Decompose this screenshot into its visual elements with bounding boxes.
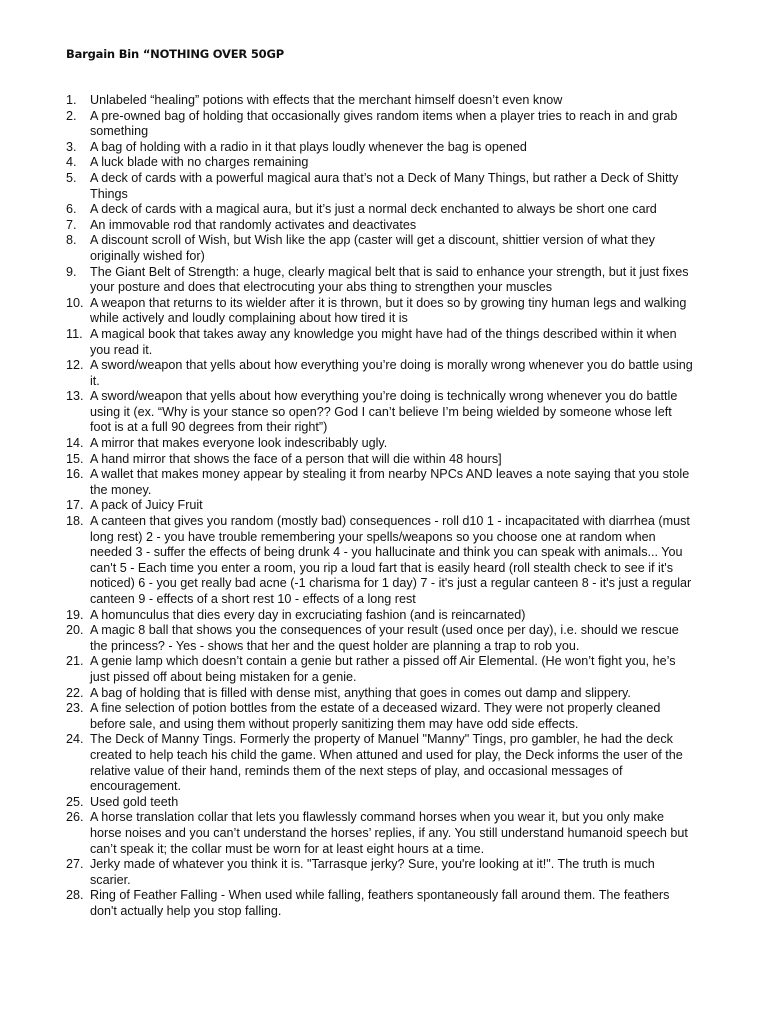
item-number: 20. xyxy=(66,623,84,638)
item-text: A bag of holding that is filled with dense mist, anything that goes in comes out damp and slippery. xyxy=(90,685,631,700)
item-number: 2. xyxy=(66,108,77,123)
list-item xyxy=(66,233,696,264)
list-item xyxy=(66,93,696,109)
item-number: 9. xyxy=(66,264,77,279)
item-number: 25. xyxy=(66,794,84,809)
item-number: 5. xyxy=(66,170,77,185)
document-title: Bargain Bin “NOTHING OVER 50GP xyxy=(66,47,284,61)
item-number: 11. xyxy=(66,326,83,341)
list-item xyxy=(66,795,696,811)
item-number: 24. xyxy=(66,732,84,747)
item-number: 6. xyxy=(66,202,77,217)
list-item xyxy=(66,202,696,218)
item-text: A pack of Juicy Fruit xyxy=(90,498,203,513)
item-number: 4. xyxy=(66,155,77,170)
list-item xyxy=(66,810,696,857)
list-item xyxy=(66,389,696,436)
list-item xyxy=(66,686,696,702)
item-text: A fine selection of potion bottles from the estate of a deceased wizard. They were not properly cleaned before sale, and using them without properly sanitizing them may have odd side effects. xyxy=(90,701,661,731)
item-text: A bag of holding with a radio in it that plays loudly whenever the bag is opened xyxy=(90,139,527,154)
list-item xyxy=(66,732,696,794)
list-item xyxy=(66,888,696,919)
item-number: 8. xyxy=(66,233,77,248)
item-text: A deck of cards with a powerful magical aura that’s not a Deck of Many Things, but rather a Deck of Shitty Things xyxy=(90,170,679,201)
item-text: A magical book that takes away any knowledge you might have had of the things described within it when you read it. xyxy=(90,326,677,357)
item-number: 10. xyxy=(66,295,84,310)
list-item xyxy=(66,498,696,514)
item-text: A deck of cards with a magical aura, but it’s just a normal deck enchanted to always be short one card xyxy=(90,202,657,217)
list-item xyxy=(66,608,696,624)
list-item xyxy=(66,452,696,468)
list-item xyxy=(66,467,696,498)
item-number: 22. xyxy=(66,685,84,700)
item-number: 3. xyxy=(66,139,77,154)
list-item xyxy=(66,296,696,327)
list-item xyxy=(66,109,696,140)
item-number: 13. xyxy=(66,389,84,404)
item-number: 23. xyxy=(66,701,84,716)
item-number: 18. xyxy=(66,514,84,529)
item-number: 17. xyxy=(66,498,84,513)
item-number: 28. xyxy=(66,888,84,903)
item-text: Jerky made of whatever you think it is. "Tarrasque jerky? Sure, you're looking at it!". The truth is much scarier. xyxy=(90,857,655,887)
list-item xyxy=(66,171,696,202)
list-item xyxy=(66,358,696,389)
item-text: A homunculus that dies every day in excruciating fashion (and is reincarnated) xyxy=(90,607,526,622)
list-item xyxy=(66,140,696,156)
item-text: A sword/weapon that yells about how everything you’re doing is morally wrong whenever you do battle using it. xyxy=(90,358,693,388)
list-item xyxy=(66,218,696,234)
item-text: A horse translation collar that lets you flawlessly command horses when you wear it, but you only make horse noises and you can’t understand the horses’ replies, if any. You still understand humanoid speech but can’t speak it; the collar must be worn for at least eight hours at a time. xyxy=(90,810,688,856)
list-item xyxy=(66,436,696,452)
item-text: Unlabeled “healing” potions with effects that the merchant himself doesn’t even know xyxy=(90,93,563,107)
item-number: 12. xyxy=(66,358,84,373)
item-text: A magic 8 ball that shows you the consequences of your result (used once per day), i.e. should we rescue the princess? - Yes - shows that her and the quest holder are planning a trap to rob you. xyxy=(90,623,679,653)
item-number: 14. xyxy=(66,436,84,451)
list-item xyxy=(66,623,696,654)
item-number: 7. xyxy=(66,217,77,232)
item-text: A discount scroll of Wish, but Wish like the app (caster will get a discount, shittier version of what they originally wished for) xyxy=(90,233,655,263)
item-number: 21. xyxy=(66,654,84,669)
item-text: The Giant Belt of Strength: a huge, clearly magical belt that is said to enhance your strength, but it just fixes your posture and does that electrocuting your abs thing to strengthen your muscles xyxy=(90,264,689,295)
list-item xyxy=(66,701,696,732)
item-text: A mirror that makes everyone look indescribably ugly. xyxy=(90,436,388,451)
item-text: An immovable rod that randomly activates and deactivates xyxy=(90,217,417,232)
item-text: Used gold teeth xyxy=(90,794,179,809)
item-text: A canteen that gives you random (mostly bad) consequences - roll d10 1 - incapacitated with diarrhea (must long rest) 2 - you have trouble remembering your spells/weapons so you choose one at random when needed 3 - suffer the effects of being drunk 4 - you hallucinate and think you can speak with animals... You can't 5 - Each time you enter a room, you rip a loud fart that is easily heard (roll stealth check to see if it's noticed) 6 - you get really bad acne (-1 charisma for 1 day) 7 - it's just a regular canteen 8 - it's just a regular canteen 9 - effects of a short rest 10 - effects of a long rest xyxy=(90,514,692,606)
item-number: 26. xyxy=(66,810,84,825)
list-item xyxy=(66,654,696,685)
list-item xyxy=(66,155,696,171)
list-item xyxy=(66,514,696,608)
item-number: 15. xyxy=(66,451,84,466)
item-text: A weapon that returns to its wielder after it is thrown, but it does so by growing tiny human legs and walking while actively and loudly complaining about how tired it is xyxy=(90,295,687,326)
item-text: A pre-owned bag of holding that occasionally gives random items when a player tries to reach in and grab something xyxy=(90,108,678,139)
item-text: A genie lamp which doesn’t contain a genie but rather a pissed off Air Elemental. (He won’t fight you, he’s just pissed off about being mistaken for a genie. xyxy=(90,654,676,684)
item-number: 16. xyxy=(66,467,84,482)
item-number: 1. xyxy=(66,93,77,107)
list-item xyxy=(66,265,696,296)
item-list xyxy=(66,93,696,919)
item-text: A hand mirror that shows the face of a person that will die within 48 hours] xyxy=(90,451,502,466)
item-text: A luck blade with no charges remaining xyxy=(90,155,309,170)
item-number: 27. xyxy=(66,857,84,872)
item-text: Ring of Feather Falling - When used while falling, feathers spontaneously fall around them. The feathers don't actually help you stop falling. xyxy=(90,888,670,918)
list-item xyxy=(66,857,696,888)
item-text: A wallet that makes money appear by stealing it from nearby NPCs AND leaves a note saying that you stole the money. xyxy=(90,467,690,497)
list-item xyxy=(66,327,696,358)
item-text: The Deck of Manny Tings. Formerly the property of Manuel "Manny" Tings, pro gambler, he had the deck created to help teach his child the game. When attuned and used for play, the Deck informs the user of the relative value of their hand, reminds them of the next steps of play, and occasional messages of encouragement. xyxy=(90,732,683,794)
item-number: 19. xyxy=(66,607,84,622)
item-text: A sword/weapon that yells about how everything you’re doing is technically wrong whenever you do battle using it (ex. “Why is your stance so open?? God I can’t believe I’m being wielded by someone whose left foot is at a full 90 degrees from their right”) xyxy=(90,389,678,435)
